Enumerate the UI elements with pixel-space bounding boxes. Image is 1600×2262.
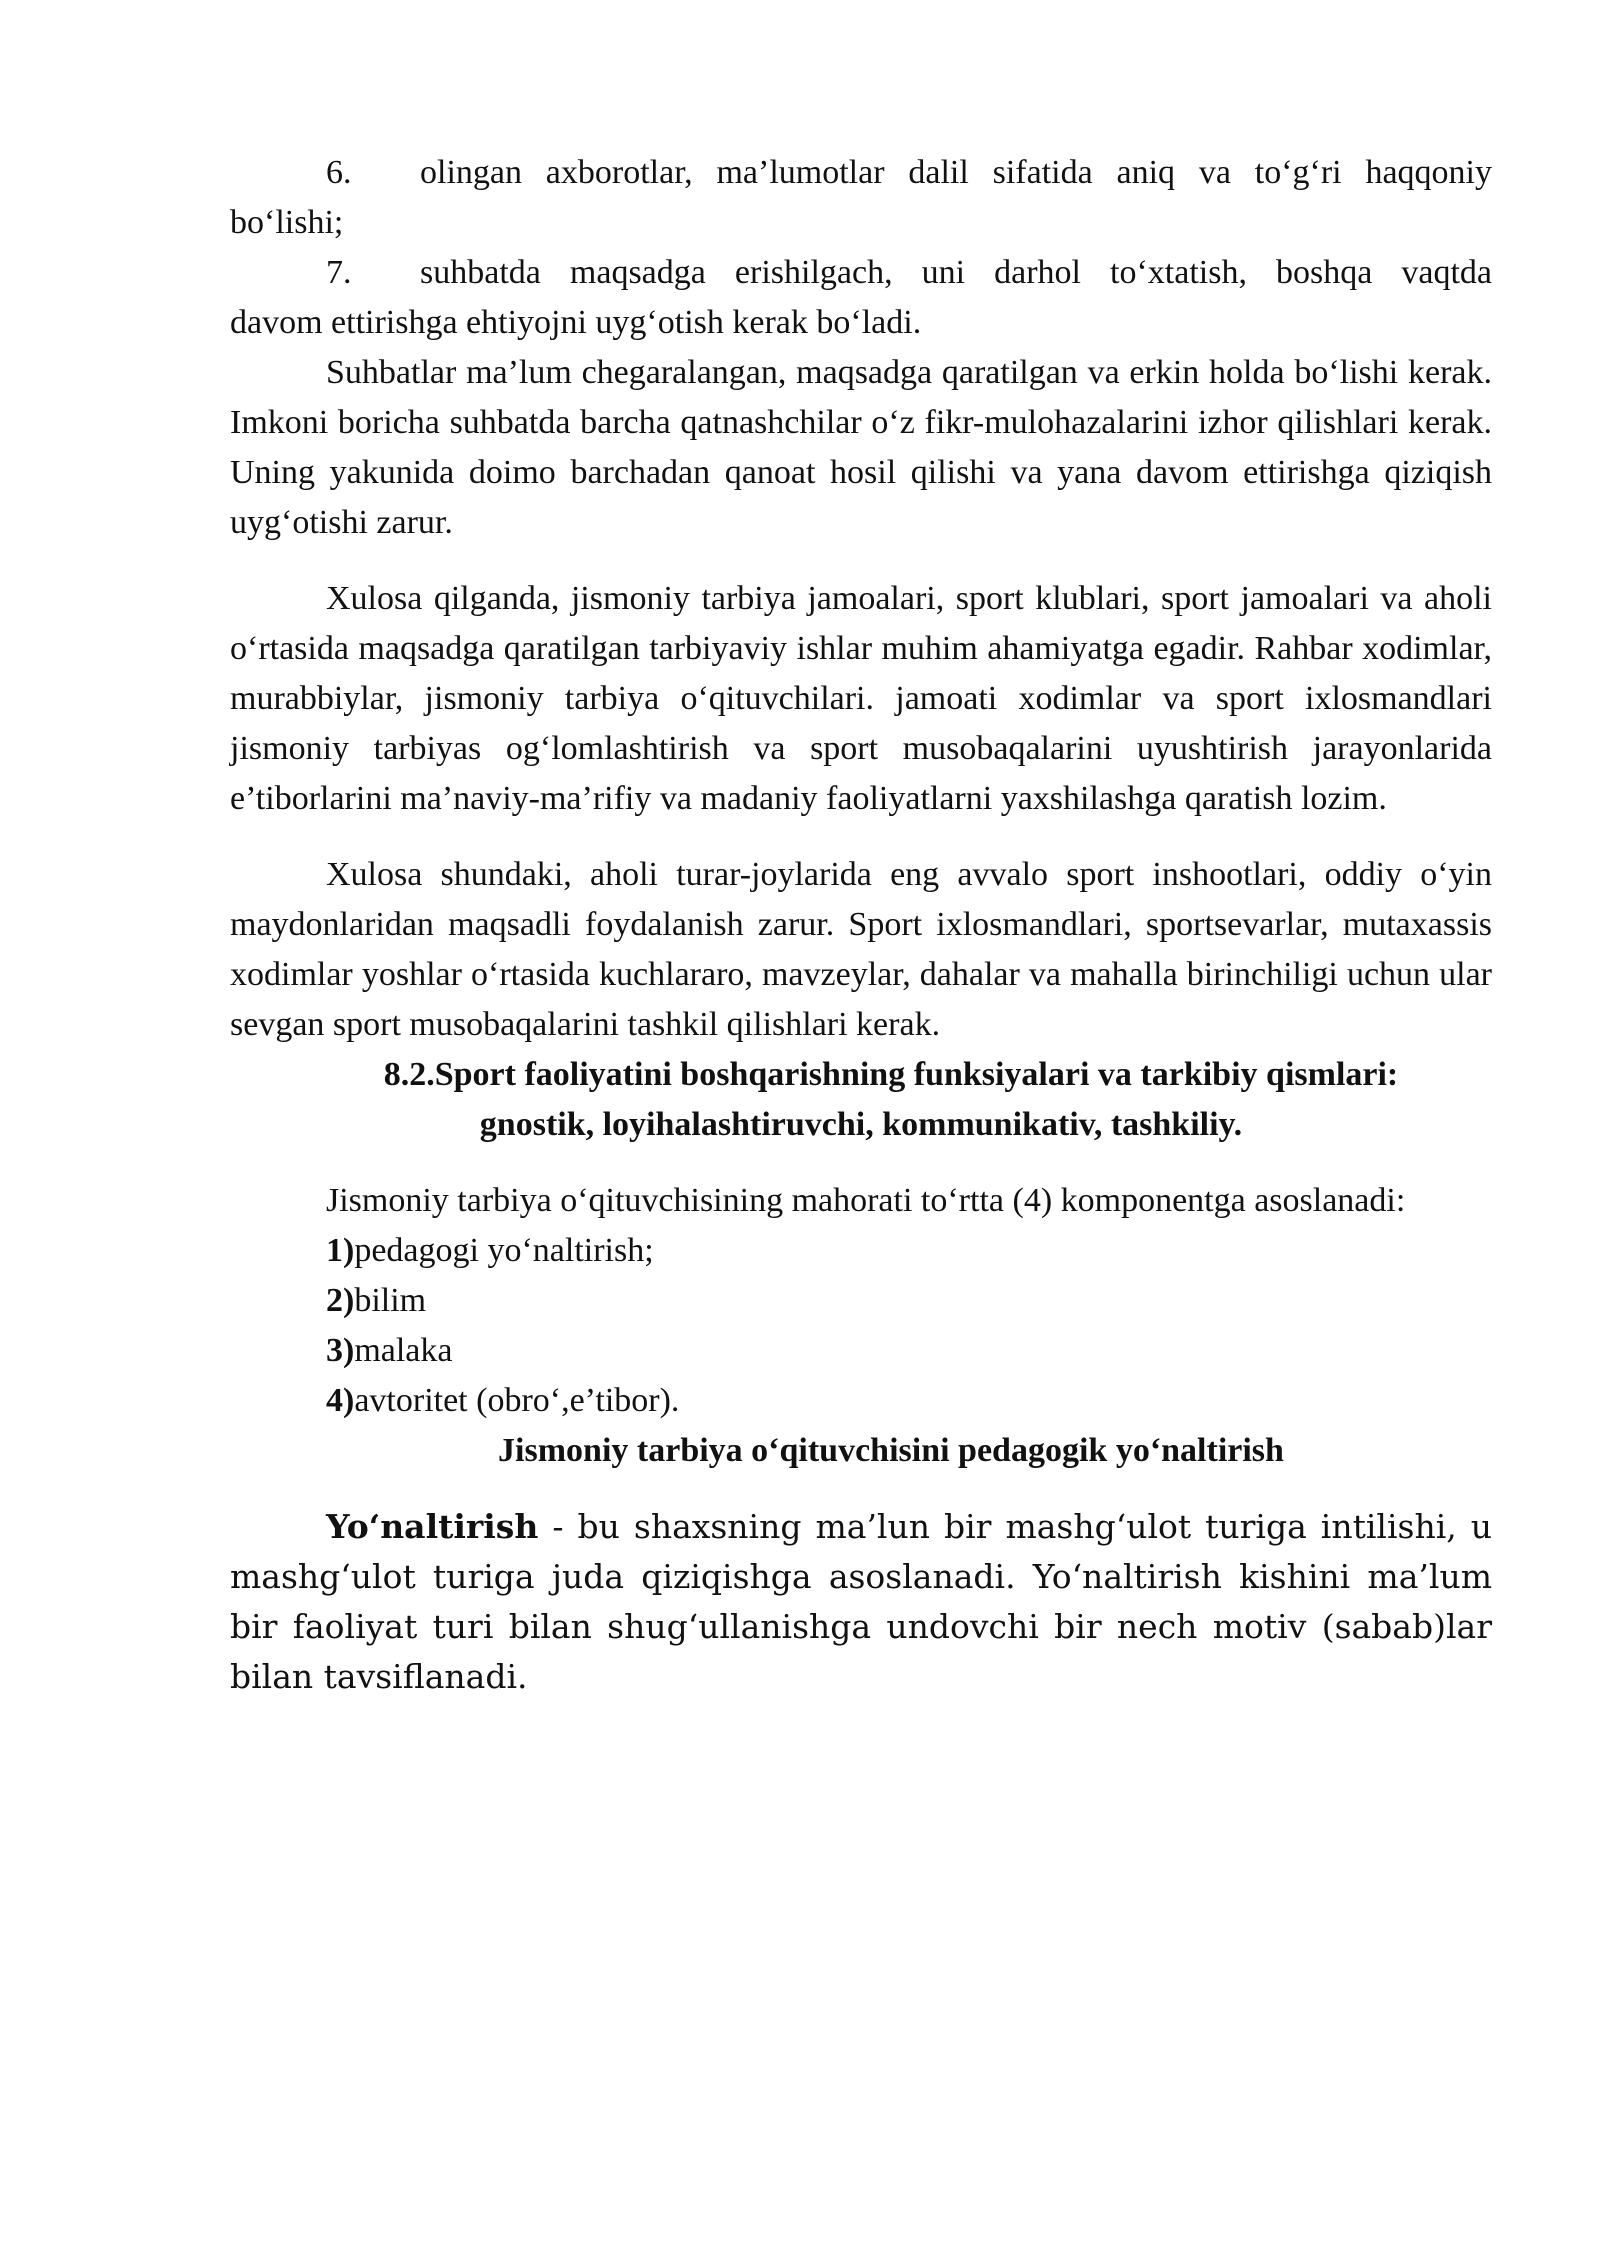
sub-heading: Jismoniy tarbiya o‘qituvchisini pedagogik yo‘naltirish: [498, 1432, 1284, 1469]
component-number: 2): [326, 1282, 355, 1319]
component-item-1: [230, 1226, 1492, 1276]
list-text: suhbatda maqsadga erishilgach, uni darhol to‘xtatish, boshqa vaqtda: [420, 254, 1492, 291]
paragraph-xulosa-1: Xulosa qilganda, jismoniy tarbiya jamoalari, sport klublari, sport jamoalari va aholi o‘rtasida maqsadga qaratilgan tarbiyaviy ishlar muhim ahamiyatga egadir. Rahbar xodimlar, murabbiylar, jismoniy tarbiya o‘qituvchilari. jamoati xodimlar va sport ixlosmandlari jismoniy tarbiyas og‘lomlashtirish va sport musobaqalarini uyushtirish jarayonlarida e’tiborlarini ma’naviy-ma’rifiy va madaniy faoliyatlarni yaxshilashga qaratish lozim.: [230, 580, 1492, 817]
component-item-2: [230, 1276, 1492, 1326]
component-text: bilim: [354, 1282, 427, 1319]
list-item-6: [230, 148, 1492, 198]
paragraph-xulosa-2: Xulosa shundaki, aholi turar-joylarida eng avvalo sport inshootlari, oddiy o‘yin maydonlaridan maqsadli foydalanish zarur. Sport ixlosmandlari, sportsevarlar, mutaxassis xodimlar yoshlar o‘rtasida kuchlararo, mavzeylar, dahalar va mahalla birinchiligi uchun ular sevgan sport musobaqalarini tashkil qilishlari kerak.: [230, 856, 1492, 1043]
list-continuation: davom ettirishga ehtiyojni uyg‘otish kerak bo‘ladi.: [230, 304, 922, 341]
list-item-7: [230, 248, 1492, 298]
document-page: [230, 148, 1492, 1702]
definition-text: - bu shaxsning ma’lun bir mashg‘ulot turiga intilishi, u mashg‘ulot turiga juda qiziqishga asoslanadi. Yo‘naltirish kishini ma’lum bir faoliyat turi bilan shug‘ullanishga undovchi bir nech motiv (sabab)lar bilan tavsiflanadi.: [230, 1507, 1492, 1696]
list-text: olingan axborotlar, ma’lumotlar dalil sifatida aniq va to‘g‘ri haqqoniy: [420, 154, 1492, 191]
section-heading-line2: gnostik, loyihalashtiruvchi, kommunikativ, tashkiliy.: [479, 1106, 1243, 1143]
paragraph-intro: Jismoniy tarbiya o‘qituvchisining mahorati to‘rtta (4) komponentga asoslanadi:: [326, 1182, 1406, 1219]
list-number: 6.: [326, 154, 352, 191]
definition-term: Yo‘naltirish: [326, 1507, 539, 1546]
list-continuation: bo‘lishi;: [230, 204, 344, 241]
component-item-3: [230, 1326, 1492, 1376]
section-heading: [230, 1050, 1492, 1150]
component-text: pedagogi yo‘naltirish;: [354, 1232, 654, 1269]
component-text: avtoritet (obro‘,e’tibor).: [354, 1382, 680, 1419]
component-number: 4): [326, 1382, 355, 1419]
component-number: 1): [326, 1232, 355, 1269]
paragraph-suhbatlar: Suhbatlar ma’lum chegaralangan, maqsadga qaratilgan va erkin holda bo‘lishi kerak. Imkoni boricha suhbatda barcha qatnashchilar o‘z fikr-mulohazalarini izhor qilishlari kerak. Uning yakunida doimo barchadan qanoat hosil qilishi va yana davom ettirishga qiziqish uyg‘otishi zarur.: [230, 354, 1492, 541]
list-number: 7.: [326, 254, 352, 291]
component-text: malaka: [354, 1332, 453, 1369]
component-number: 3): [326, 1332, 355, 1369]
paragraph-definition: [230, 1502, 1492, 1702]
section-heading-line1: 8.2.Sport faoliyatini boshqarishning funksiyalari va tarkibiy qismlari:: [383, 1056, 1399, 1093]
component-item-4: [230, 1376, 1492, 1426]
